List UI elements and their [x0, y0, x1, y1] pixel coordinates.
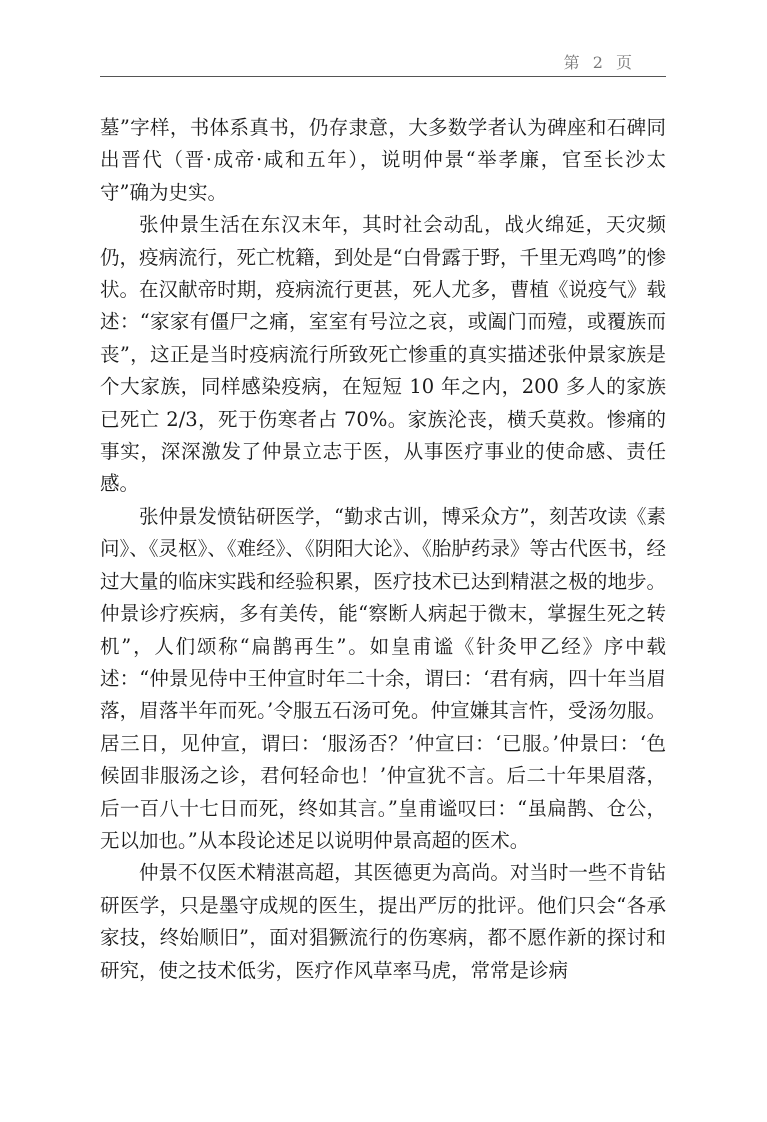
- paragraph-2: 张仲景生活在东汉末年，其时社会动乱，战火绵延，天灾频仍，疫病流行，死亡枕籍，到处是“白骨露于野，千里无鸡鸣”的惨状。在汉献帝时期，疫病流行更甚，死人尤多，曹植《说疫气》载述：“家家有僵尸之痛，室室有号泣之哀，或阖门而殪，或覆族而丧”，这正是当时疫病流行所致死亡惨重的真实描述张仲景家族是个大家族，同样感染疫病，在短短 10 年之内，200 多人的家族已死亡 2/3，死于伤寒者占 70%。家族沦丧，横夭莫救。惨痛的事实，深深激发了仲景立志于医，从事医疗事业的使命感、责任感。: [100, 213, 666, 496]
- page-header: [100, 46, 666, 77]
- paragraph-1: 墓”字样，书体系真书，仍存隶意，大多数学者认为碑座和石碑同出晋代（晋·成帝·咸和五年），说明仲景“举孝廉，官至长沙太守”确为史实。: [100, 116, 666, 204]
- paragraph-3: 张仲景发愤钻研医学，“勤求古训，博采众方”，刻苦攻读《素问》、《灵枢》、《难经》、《阴阳大论》、《胎胪药录》等古代医书，经过大量的临床实践和经验积累，医疗技术已达到精湛之极的地步。仲景诊疗疾病，多有美传，能“察断人病起于微末，掌握生死之转机”，人们颂称“扁鹊再生”。如皇甫谧《针灸甲乙经》序中载述：“仲景见侍中王仲宣时年二十余，谓曰：‘君有病，四十年当眉落，眉落半年而死。’令服五石汤可免。仲宣嫌其言忤，受汤勿服。居三日，见仲宣，谓曰：‘服汤否？’仲宣曰：‘已服。’仲景曰：‘色候固非服汤之诊，君何轻命也！’仲宣犹不言。后二十年果眉落，后一百八十七日而死，终如其言。”皇甫谧叹曰：“虽扁鹊、仓公，无以加也。”从本段论述足以说明仲景高超的医术。: [100, 504, 666, 852]
- body-text: [100, 112, 666, 987]
- page-number: 第 2 页: [563, 53, 636, 72]
- paragraph-4: 仲景不仅医术精湛高超，其医德更为高尚。对当时一些不肯钻研医学，只是墨守成规的医生，提出严厉的批评。他们只会“各承家技，终始顺旧”，面对猖獗流行的伤寒病，都不愿作新的探讨和研究，使之技术低劣，医疗作风草率马虎，常常是诊病: [100, 861, 666, 982]
